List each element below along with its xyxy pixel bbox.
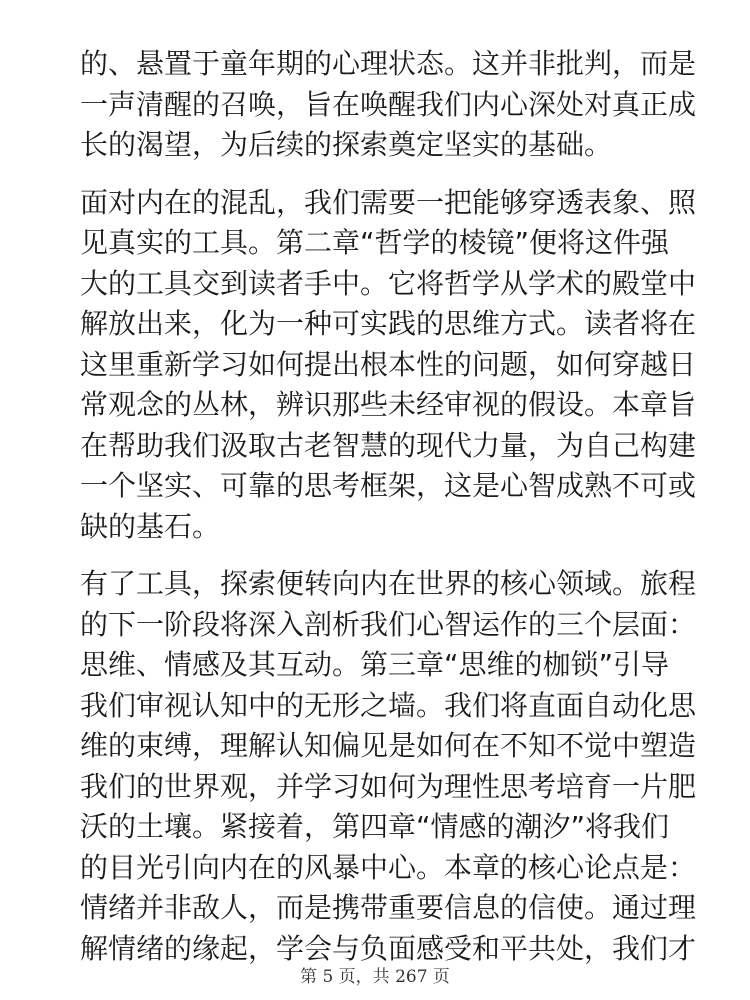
text-line: 维的束缚，理解认知偏见是如何在不知不觉中塑造 — [80, 729, 697, 762]
text-line: 我们审视认知中的无形之墙。我们将直面自动化思 — [80, 688, 697, 722]
text-line: 面对内在的混乱，我们需要一把能够穿透表象、照 — [80, 185, 697, 219]
paragraph-2 — [80, 183, 697, 548]
paragraph-1 — [80, 44, 697, 166]
text-line: 一个坚实、可靠的思考框架，这是心智成熟不可或 — [80, 469, 697, 502]
text-line: 常观念的丛林，辨识那些未经审视的假设。本章旨 — [80, 388, 697, 421]
text-line: 大的工具交到读者手中。它将哲学从学术的殿堂中 — [80, 266, 697, 300]
text-line: 情绪并非敌人，而是携带重要信息的信使。通过理 — [80, 891, 697, 924]
text-line: 长的渴望，为后续的探索奠定坚实的基础。 — [80, 128, 613, 161]
text-line: 的、悬置于童年期的心理状态。这并非批判，而是 — [80, 47, 697, 80]
text-line: 的下一阶段将深入剖析我们心智运作的三个层面： — [80, 607, 697, 641]
text-line: 这里重新学习如何提出根本性的问题，如何穿越日 — [80, 347, 697, 381]
text-line: 我们的世界观，并学习如何为理性思考培育一片肥 — [80, 769, 697, 803]
paragraph-3 — [80, 564, 697, 969]
text-line: 思维、情感及其互动。第三章“思维的枷锁”引导 — [80, 648, 670, 681]
text-line: 在帮助我们汲取古老智慧的现代力量，为自己构建 — [80, 428, 697, 462]
text-line: 缺的基石。 — [80, 509, 221, 543]
text-line: 解放出来，化为一种可实践的思维方式。读者将在 — [80, 307, 697, 340]
text-line: 沃的土壤。紧接着，第四章“情感的潮汐”将我们 — [80, 810, 670, 843]
text-line: 一声清醒的召唤，旨在唤醒我们内心深处对真正成 — [80, 87, 697, 121]
body-text — [80, 44, 697, 986]
text-line: 的目光引向内在的风暴中心。本章的核心论点是： — [80, 850, 697, 884]
text-line: 有了工具，探索便转向内在世界的核心领域。旅程 — [80, 567, 697, 600]
page-number-footer: 第 5 页，共 267 页 — [300, 967, 450, 987]
text-line: 解情绪的缘起，学会与负面感受和平共处，我们才 — [80, 931, 697, 965]
text-line: 见真实的工具。第二章“哲学的棱镜”便将这件强 — [80, 226, 670, 259]
